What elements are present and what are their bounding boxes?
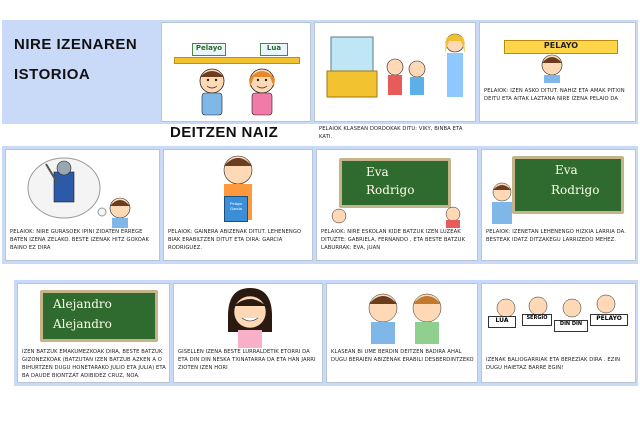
- panel-caption: PELAIOK: GAINERA ABIZENAK DITUT. LEHENENGO BIAK ERABILTZEN DITUT ETA DIRA: GARCIA RODRIGUEZ.: [168, 229, 302, 252]
- comic-panel-r1-3: [314, 22, 476, 141]
- comic-panel-r3-2: [173, 283, 323, 383]
- comic-panel-r2-4: [481, 149, 636, 261]
- comic-panel-r2-2: [163, 149, 313, 261]
- board-name-1: Alejandro: [53, 297, 112, 311]
- boy-at-board-illustration: [486, 180, 518, 224]
- classroom-aquarium-illustration: [319, 27, 473, 101]
- board-name-2: Rodrigo: [366, 183, 415, 197]
- comic-panel-r3-4: [481, 283, 636, 383]
- panel-caption: KLASEAN BI UME BERDIN DEITZEN BADIRA AHAL DUGU BERAIEN ABIZENAK ERABILI DESBERDINTZEKO: [331, 349, 474, 364]
- deitzen-naiz-heading: DEITZEN NAIZ: [170, 124, 279, 141]
- name-sign-left: Pelayo: [192, 43, 226, 56]
- comic-panel-r3-3: [326, 283, 478, 383]
- pelayo-sign: PELAYO: [504, 40, 618, 54]
- board-name-1: Eva: [555, 163, 578, 177]
- chalkboard: [512, 156, 624, 214]
- story-title-line2: ISTORIOA: [14, 66, 91, 83]
- comic-panel-r3-1: [17, 283, 170, 383]
- comic-panel-r2-1: [5, 149, 160, 261]
- name-sign-right: Lua: [260, 43, 288, 56]
- title-panel: [4, 22, 159, 122]
- story-title-line1: NIRE IZENAREN: [14, 36, 138, 53]
- knight-thought-illustration: [24, 156, 140, 228]
- panel-caption: IZENAK BALIOGARRIAK ETA BEREZIAK DIRA . EZIN DUGU HAIETAZ BARRE EGIN!: [486, 357, 621, 372]
- girl-illustration: [218, 286, 282, 348]
- two-children-illustration: [182, 63, 292, 121]
- pelayo-illustration: [532, 53, 572, 83]
- board-name-2: Alejandro: [53, 317, 112, 331]
- two-boys-illustration: [355, 286, 455, 344]
- comic-panel-r2-3: [316, 149, 478, 261]
- name-sign: SERGIO: [522, 314, 552, 326]
- comic-panel-r1-4: [479, 22, 636, 122]
- name-sign: PELAYO: [590, 314, 628, 326]
- name-sign: DIN DIN: [554, 320, 588, 332]
- panel-caption: GISELLEN IZENA BESTE LURRALDETIK ETORRI DA ETA DIN DIN NESKA TXINATARRA DA ETA HAN JARRI ZIOTEN IZEN HORI: [178, 349, 316, 372]
- panel-caption: IZEN BATZUK EMAKUMEZKOAK DIRA, BESTE BATZUK GIZONEZKOAK (BATZUTAN IZEN BATZUB AZKEN A O BIHURTZEN DUGU HONETARAKO JULIO ETA JULIA) ETA BA DAUDE BIONTZAT ADIBIDEZ CRUZ, NOA.: [22, 349, 166, 380]
- students-illustration: [323, 206, 473, 228]
- comic-panel-r1-2: [161, 22, 311, 122]
- panel-caption: PELAIOK: NIRE ESKOLAN KIDE BATZUK IZEN LUZEAK DITUZTE: GABRIELA, FERNANDO , ETA BESTE BATZUK LABURRAK: EVA, JUAN: [321, 229, 466, 252]
- panel-caption: PELAIOK KLASEAN DORDOKAK DITU: VIKY, BINBA ETA KATI.: [319, 126, 463, 141]
- board-name-2: Rodrigo: [551, 183, 600, 197]
- panel-caption: PELAIOK: NIRE GURASOEK IPINI ZIDATEN ERREGE BATEN IZENA ZELAKO. BESTE IZENAK HITZ GOXOAK BAINO EZ DIRA: [10, 229, 149, 252]
- panel-caption: PELAIOK: IZENETAN LEHENENGO HIZKIA LARRIA DA. BESTEAK IDATZ DITZAKEGU LARRIZEDO MEHEZ.: [486, 229, 626, 244]
- chalkboard: [40, 290, 158, 342]
- book-label: Pelayo Garcia: [224, 196, 248, 222]
- panel-caption: PELAIOK: IZEN ASKO DITUT. NAHIZ ETA AMAK PITXIN DEITU ETA AITAK LAZTANA NIRE IZENA PELAIO DA: [484, 88, 625, 103]
- name-sign: LUA: [488, 316, 516, 328]
- board-name-1: Eva: [366, 165, 389, 179]
- chalkboard: [339, 158, 451, 208]
